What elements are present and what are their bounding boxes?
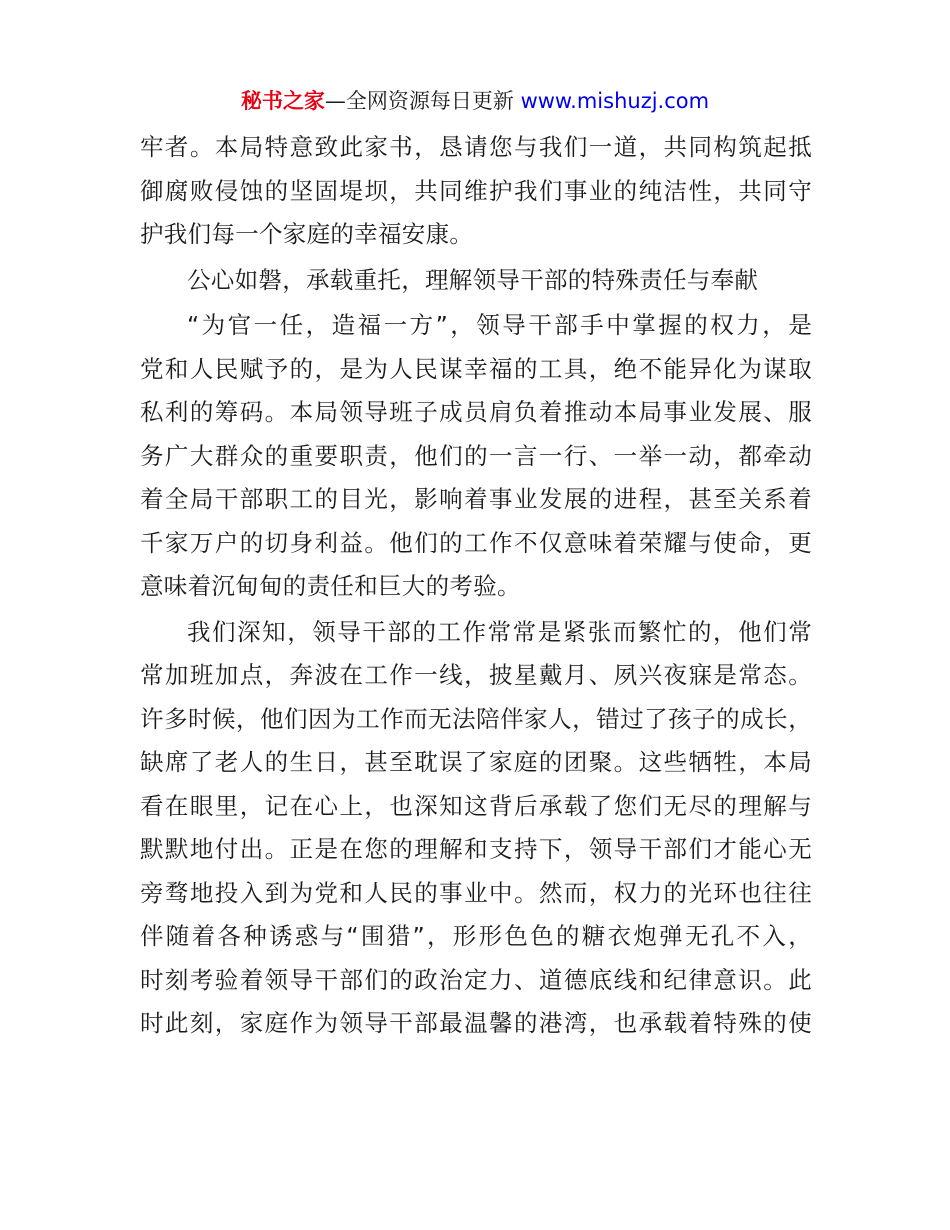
text-line: 旁骛地投入到为党和人民的事业中。然而，权力的光环也往往 [140, 878, 812, 907]
section-heading [140, 259, 812, 303]
paragraph [140, 304, 812, 609]
text-line: 私利的筹码。本局领导班子成员肩负着推动本局事业发展、服 [140, 398, 812, 426]
text-line: 时此刻，家庭作为领导干部最温馨的港湾，也承载着特殊的使 [140, 1009, 812, 1037]
text-line: 时刻考验着领导干部们的政治定力、道德底线和纪律意识。此 [140, 965, 812, 994]
site-brand: 秘书之家 [240, 89, 325, 113]
text-line: 党和人民赋予的，是为人民谋幸福的工具，绝不能异化为谋取 [140, 354, 812, 383]
text-line: 千家万户的切身利益。他们的工作不仅意味着荣耀与使命，更 [140, 528, 812, 557]
text-line: 公心如磐，承载重托，理解领导干部的特殊责任与奉献 [187, 265, 759, 294]
site-slogan: —全网资源每日更新 [324, 89, 521, 113]
text-line: “为官一任，造福一方”，领导干部手中掌握的权力，是 [187, 311, 812, 339]
text-line: 意味着沉甸甸的责任和巨大的考验。 [140, 572, 521, 600]
text-line: 默默地付出。正是在您的理解和支持下，领导干部们才能心无 [140, 835, 812, 863]
text-line: 御腐败侵蚀的坚固堤坝，共同维护我们事业的纯洁性，共同守 [140, 176, 812, 205]
page-header [0, 86, 950, 116]
text-line: 护我们每一个家庭的幸福安康。 [140, 220, 474, 248]
paragraph [140, 126, 812, 257]
document-body [140, 126, 812, 1046]
text-line: 缺席了老人的生日，甚至耽误了家庭的团聚。这些牺牲，本局 [140, 748, 812, 776]
text-line: 常加班加点，奔波在工作一线，披星戴月、夙兴夜寐是常态。 [140, 661, 812, 689]
text-line: 牢者。本局特意致此家书，恳请您与我们一道，共同构筑起抵 [140, 133, 812, 161]
text-line: 许多时候，他们因为工作而无法陪伴家人，错过了孩子的成长， [140, 704, 812, 733]
text-line: 伴随着各种诱惑与“围猎”，形形色色的糖衣炮弹无孔不入， [140, 922, 812, 950]
text-line: 着全局干部职工的目光，影响着事业发展的进程，甚至关系着 [140, 485, 812, 513]
site-url-link[interactable]: www.mishuzj.com [520, 89, 710, 113]
text-line: 看在眼里，记在心上，也深知这背后承载了您们无尽的理解与 [140, 791, 812, 820]
text-line: 务广大群众的重要职责，他们的一言一行、一举一动，都牵动 [140, 441, 812, 470]
text-line: 我们深知，领导干部的工作常常是紧张而繁忙的，他们常 [187, 617, 812, 646]
paragraph [140, 611, 812, 1046]
